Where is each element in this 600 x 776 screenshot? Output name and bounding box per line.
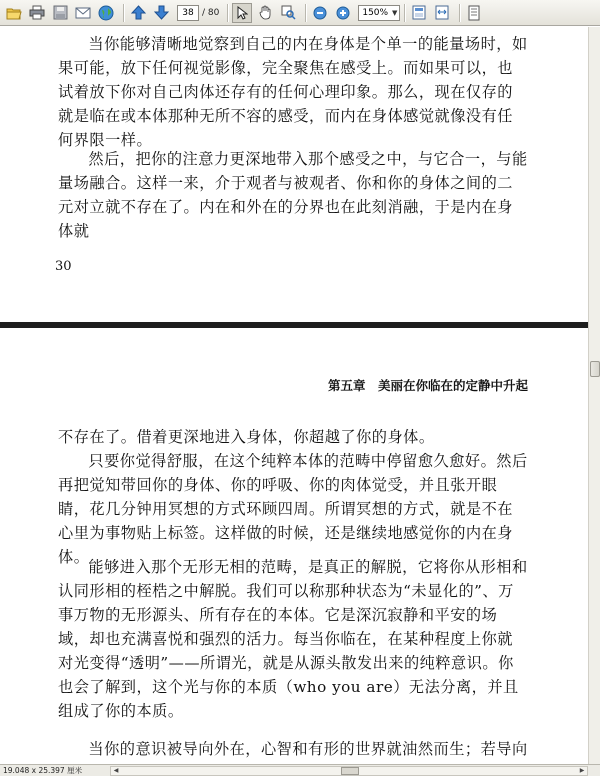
zoom-tool-icon[interactable]	[278, 3, 298, 23]
zoom-in-icon[interactable]	[333, 3, 353, 23]
vertical-scrollbar[interactable]	[588, 27, 600, 764]
page-31	[0, 328, 588, 764]
body-paragraph: 当你的意识被导向外在，心智和有形的世界就油然而生；若导向	[88, 740, 528, 758]
horizontal-scrollbar[interactable]	[110, 766, 588, 776]
print-icon[interactable]	[27, 3, 47, 23]
chevron-down-icon: ▼	[391, 8, 398, 17]
chevron-left-icon[interactable]: ◀	[113, 766, 119, 774]
page-size-label: 19.048 x 25.397 厘米	[3, 766, 83, 775]
body-paragraph: 不存在了。借着更深地进入身体，你超越了你的身体。	[58, 428, 435, 446]
globe-icon[interactable]	[96, 3, 116, 23]
scrollbar-thumb[interactable]	[590, 361, 600, 377]
toolbar-separator	[123, 4, 124, 22]
chevron-right-icon[interactable]: ▶	[579, 766, 585, 774]
toolbar-separator	[404, 4, 405, 22]
status-bar	[0, 764, 600, 776]
fit-page-icon[interactable]	[409, 3, 429, 23]
fit-width-icon[interactable]	[432, 3, 452, 23]
toolbar-separator	[227, 4, 228, 22]
body-paragraph: 能够进入那个无形无相的范畴，是真正的解脱，它将你从形相和认同形相的桎梏之中解脱。我们可以称那种状态为“未显化的”、万事万物的无形源头、所有存在的本体。它是深沉寂静和平安的场域，却也充满喜悦和强烈的活力。每当你临在，在某种程度上你就对光变得“透明”——所谓光，就是从源头散发出来的纯粹意识。你也会了解到，这个光与你的本质（who you are）无法分离，并且组成了你的本质。	[58, 558, 528, 720]
page-number-input[interactable]: 38	[177, 5, 199, 21]
zoom-out-icon[interactable]	[310, 3, 330, 23]
page-30	[0, 27, 588, 322]
single-page-icon[interactable]	[464, 3, 484, 23]
running-header: 第五章 美丽在你临在的定静中升起	[327, 378, 528, 393]
hand-icon[interactable]	[255, 3, 275, 23]
email-icon[interactable]	[73, 3, 93, 23]
zoom-select[interactable]	[358, 5, 400, 21]
body-paragraph: 只要你觉得舒服，在这个纯粹本体的范畴中停留愈久愈好。然后再把觉知带回你的身体、你的呼吸、你的肉体觉受，并且张开眼睛，花几分钟用冥想的方式环顾四周。所谓冥想的方式，就是不在心里为事物贴上标签。这样做的时候，还是继续地感觉你的内在身体。	[58, 452, 528, 566]
save-icon[interactable]	[50, 3, 70, 23]
toolbar-separator	[459, 4, 460, 22]
page-total: / 80	[202, 7, 220, 18]
arrow-down-icon[interactable]	[151, 3, 171, 23]
document-view[interactable]	[0, 27, 588, 764]
page-number: 30	[55, 259, 72, 274]
toolbar-separator	[305, 4, 306, 22]
folder-open-icon[interactable]	[4, 3, 24, 23]
toolbar	[0, 0, 600, 26]
body-paragraph: 然后，把你的注意力更深地带入那个感受之中，与它合一，与能量场融合。这样一来，介于观者与被观者、你和你的身体之间的二元对立就不存在了。内在和外在的分界也在此刻消融，于是内在身体就	[58, 150, 528, 240]
zoom-value: 150%	[362, 7, 389, 18]
body-paragraph: 当你能够清晰地觉察到自己的内在身体是个单一的能量场时，如果可能，放下任何视觉影像，完全聚焦在感受上。而如果可以，也试着放下你对自己肉体还存有的任何心理印象。那么，现在仅存的就是临在或本体那种无所不容的感受，而内在身体感觉就像没有任何界限一样。	[58, 35, 528, 149]
select-cursor-icon[interactable]	[232, 3, 252, 23]
arrow-up-icon[interactable]	[128, 3, 148, 23]
scrollbar-thumb[interactable]	[341, 767, 359, 775]
